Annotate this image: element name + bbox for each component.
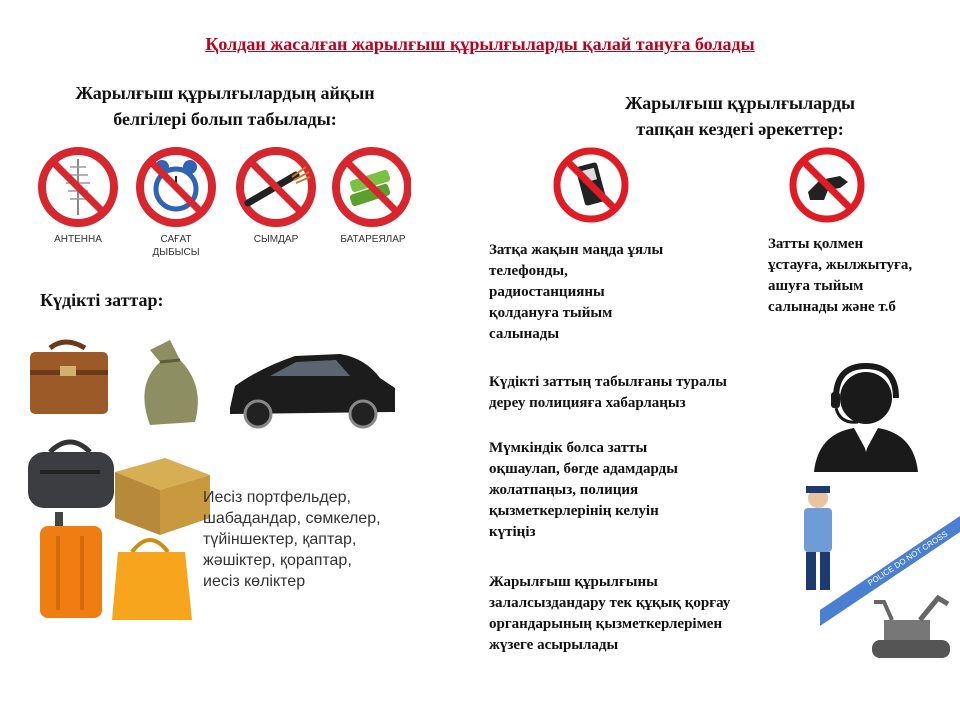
neutralize-instruction: Жарылғыш құрылғыны залалсыздандару тек құқық қорғау органдарының қызметкерлерімен жүзеге асырылады [489,574,731,653]
signs-heading-line-1: Жарылғыш құрылғылардың айқын [75,83,375,103]
no-touch-sign [780,146,874,224]
signs-row [36,145,411,265]
police-scene [792,480,960,670]
signs-heading [20,80,430,132]
phone-rule: Затқа жақын маңда ұялы телефонды, радиостанцияны қолдануға тыйым салынады [489,242,664,342]
wires-icon [240,151,312,223]
sign-label-clock: САҒАТ ДЫБЫСЫ [152,234,200,258]
operator-headset-icon [806,354,926,474]
batteries-icon [336,151,408,223]
actions-heading-line-2: тапқан кездегі әрекеттер: [636,119,844,139]
suspicious-line: Иесіз портфельдер, [203,489,351,506]
parcel-box-icon [115,458,210,535]
alarm-clock-icon [140,151,212,223]
suspicious-line: жәшіктер, қораптар, [203,552,352,569]
bomb-disposal-robot-icon [872,598,950,658]
briefcase-icon [30,342,108,414]
actions-heading [560,90,920,142]
suspicious-line: шабадандар, сөмкелер, [203,510,381,527]
sign-label-batteries: БАТАРЕЯЛАР [340,234,406,245]
signs-heading-line-2: белгілері болып табылады: [113,109,337,129]
no-phone-sign [544,146,638,224]
travel-bag-icon [28,442,114,508]
report-instruction: Күдікті заттың табылғаны туралы дереу полицияға хабарлаңыз [489,374,727,411]
police-tape-text: POLICE DO NOT CROSS [866,529,950,588]
no-touch-icon [780,146,874,224]
shopping-bag-icon [112,540,192,620]
suspicious-heading: Күдікті заттар: [40,290,164,310]
call-operator-illustration [806,354,926,474]
suspicious-line: түйіншектер, қаптар, [203,531,357,548]
no-phone-icon [544,146,638,224]
page-title: Қолдан жасалған жарылғыш құрылғыларды қалай тануға болады [205,34,755,54]
police-officer-icon [804,486,832,590]
suspicious-items-text [203,487,423,592]
isolate-instruction: Мүмкіндік болса затты оқшаулап, бөгде адамдарды жолатпаңыз, полиция қызметкерлерінің келуін күтіңіз [489,440,678,540]
antenna-icon [42,151,114,223]
touch-rule: Затты қолмен ұстауға, жылжытуға, ашуға тыйым салынады және т.б [768,236,913,315]
police-tape-icon [820,516,960,626]
sign-label-wires: СЫМДАР [253,234,299,245]
suspicious-items [20,330,420,620]
actions-heading-line-1: Жарылғыш құрылғыларды [624,93,856,113]
sack-icon [144,340,197,425]
car-icon [230,354,395,427]
police-scene-graphics [792,480,960,670]
signs-graphics [36,145,411,229]
suitcase-icon [40,512,102,618]
sign-label-antenna: АНТЕННА [54,234,102,245]
suspicious-line: иесіз көліктер [203,573,306,590]
